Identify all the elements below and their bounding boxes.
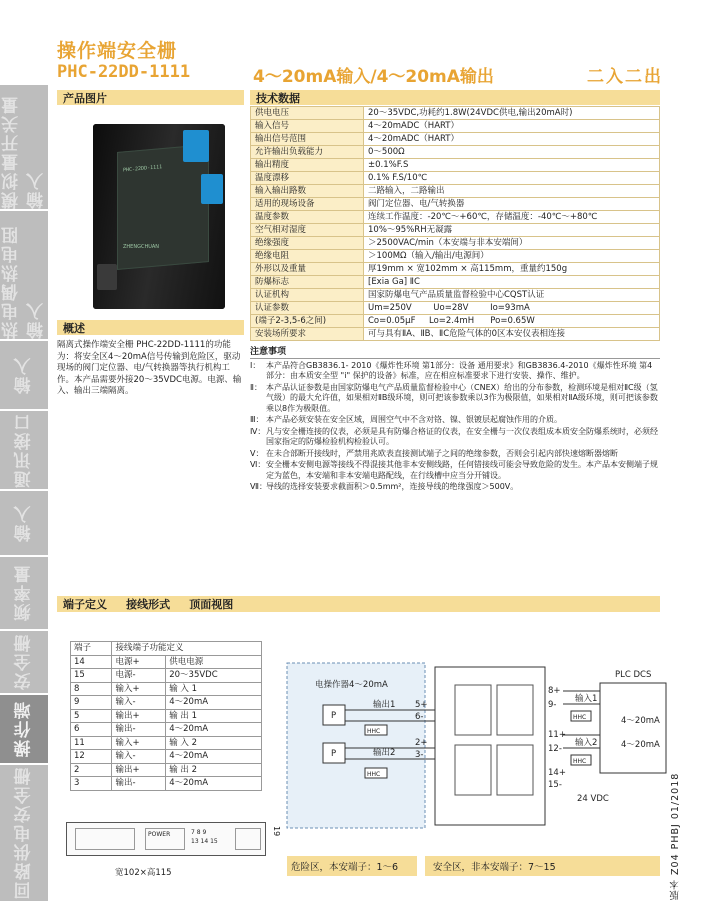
note-item: Ⅴ： 在未合部断开接线时，严禁用兆欧表直接测试端子之间的绝缘参数，否则会引起内部快速熔断器熔断 <box>250 448 618 458</box>
note-item: Ⅱ： 本产品认证参数是由国家防爆电气产品质量监督检验中心（CNEX）给出的分布参数，检测环境是相对ⅡC级（氢气级）的最大允许值，如果相对ⅡB级环境，则可把该参数乘以3作为极限值，如果相对ⅡA级环境，则可把该参数乘以8作为极限值。 <box>250 382 658 413</box>
spec-value: Um=250V Uo=28V Io=93mA <box>364 302 660 315</box>
notes-heading: 注意事项 <box>250 347 660 359</box>
function-title: 4～20mA输入/4～20mA输出 <box>253 67 494 87</box>
spec-value: 4～20mADC（HART） <box>364 120 660 133</box>
spec-value: 可与具有ⅡA、ⅡB、ⅡC危险气体的0区本安仪表相连接 <box>364 328 660 341</box>
svg-text:24 VDC: 24 VDC <box>577 794 609 804</box>
spec-label: 防爆标志 <box>251 276 364 289</box>
table-row: 6 输出- 4～20mA <box>71 723 262 737</box>
svg-text:2+: 2+ <box>415 738 428 748</box>
svg-text:11+: 11+ <box>548 730 566 740</box>
spec-value: 国家防爆电气产品质量监督检验中心CQST认证 <box>364 289 660 302</box>
spec-value: Co=0.05μF Lo=2.4mH Po=0.65W <box>364 315 660 328</box>
sidebar-tab-comm[interactable]: 通讯接口 <box>0 409 48 489</box>
table-row: 14 电源+ 供电电源 <box>71 655 262 669</box>
note-item: Ⅶ： 导线的选择安装要求截面积＞0.5mm²，连接导线的绝缘强度＞500V。 <box>250 482 519 491</box>
table-row <box>251 328 660 341</box>
table-row <box>251 185 660 198</box>
note-item: Ⅰ： 本产品符合GB3836.1- 2010《爆炸性环境 第1部分：设备 通用要求》和GB3836.4-2010《爆炸性环境 第4部分：由本质安全型 "i" 保护的设备》标准，应在相应标准要求下进行安装、操作、维护。 <box>250 360 653 380</box>
svg-text:15-: 15- <box>548 780 562 790</box>
spec-value: 0～500Ω <box>364 146 660 159</box>
table-header-row: 端子 接线端子功能定义 <box>71 642 262 656</box>
sidebar-tab-loop[interactable]: 回路供电安全栅 <box>0 763 48 901</box>
sidebar-tab-frequency[interactable]: 频率量 <box>0 555 48 629</box>
notes-section <box>250 347 660 494</box>
svg-text:HHC: HHC <box>573 714 587 721</box>
plc-box <box>600 683 666 773</box>
spec-value: 10%～95%RH无凝露 <box>364 224 660 237</box>
svg-text:P: P <box>331 749 337 759</box>
svg-text:5+: 5+ <box>415 700 428 710</box>
spec-label: (端子2-3,5-6之间) <box>251 315 364 328</box>
spec-label: 绝缘电阻 <box>251 250 364 263</box>
hazard-zone-label: 危险区，本安端子：1～6 <box>287 856 417 876</box>
svg-text:P: P <box>331 711 337 721</box>
svg-text:4～20mA: 4～20mA <box>621 740 660 750</box>
table-row: 9 输入- 4～20mA <box>71 696 262 710</box>
spec-value: 0.1% F.S/10℃ <box>364 172 660 185</box>
table-row: 5 输出+ 输 出 1 <box>71 709 262 723</box>
svg-text:14+: 14+ <box>548 768 566 778</box>
spec-label: 供电电压 <box>251 107 364 120</box>
svg-text:HHC: HHC <box>367 728 381 735</box>
svg-text:输入2: 输入2 <box>575 738 598 748</box>
note-item: Ⅵ： 安全栅本安侧电源等接线不得混接其他非本安侧线路，任何错接线可能会导致危险的发生。本产品本安侧端子规定为蓝色，本安端和非本安端电路配线，在行线槽中应当分开铺设。 <box>250 460 658 480</box>
note-item: Ⅲ： 本产品必须安装在安全区域，周围空气中不含对铬、镍、银镀层起腐蚀作用的介质。 <box>250 415 562 424</box>
sidebar-tab-operator[interactable]: 操作端 <box>0 693 48 763</box>
svg-text:PLC DCS: PLC DCS <box>615 670 652 680</box>
spec-label: 空气相对湿度 <box>251 224 364 237</box>
table-row <box>251 133 660 146</box>
spec-value: 4～20mADC（HART） <box>364 133 660 146</box>
spec-label: 输出精度 <box>251 159 364 172</box>
dimension-label: 宽102×高115 <box>115 868 172 878</box>
table-row <box>251 159 660 172</box>
spec-value: 连续工作温度：-20℃～+60℃，存储温度：-40℃～+80℃ <box>364 211 660 224</box>
spec-label: 输出信号范围 <box>251 133 364 146</box>
spec-value: 20～35VDC,功耗约1.8W(24VDC供电,输出20mA时) <box>364 107 660 120</box>
table-row <box>251 198 660 211</box>
svg-text:3-: 3- <box>415 750 424 760</box>
terminal-table <box>70 641 262 791</box>
table-row <box>251 250 660 263</box>
table-row <box>251 263 660 276</box>
thickness-label: 19 <box>272 826 281 837</box>
sidebar-tab-input-2[interactable]: 输入 <box>0 489 48 555</box>
sidebar-tab-barrier[interactable]: 安全栅 <box>0 629 48 693</box>
spec-label: 安装场所要求 <box>251 328 364 341</box>
spec-label: 认证机构 <box>251 289 364 302</box>
table-row: 8 输入+ 输 入 1 <box>71 682 262 696</box>
note-item: Ⅳ： 凡与安全栅连接的仪表，必须是具有防爆合格证的仪表，在安全栅与一次仪表组成本质安全防爆系统时，必须经国家指定的防爆检验机构检验认可。 <box>250 426 658 446</box>
spec-label: 外形以及重量 <box>251 263 364 276</box>
spec-value: ±0.1%F.S <box>364 159 660 172</box>
spec-label: 输入输出路数 <box>251 185 364 198</box>
table-row: 2 输出+ 输 出 2 <box>71 763 262 777</box>
svg-text:HHC: HHC <box>573 758 587 765</box>
spec-label: 允许输出负载能力 <box>251 146 364 159</box>
spec-label: 输入信号 <box>251 120 364 133</box>
table-row: 11 输入+ 输 入 2 <box>71 736 262 750</box>
overview-text: 隔离式操作端安全栅 PHC-22DD-1111的功能为：将安全区4～20mA信号传输到危险区，驱动现场的阀门定位器、电/气转换器等执行机构工作。本产品需要外接20～35VDC电源。电源、输入、输出三端隔离。 <box>57 340 242 396</box>
device-label: PHC-22DD-1111 <box>123 164 163 174</box>
top-view: POWER 7 8 9 13 14 15 <box>66 822 266 856</box>
spec-value: [Exia Ga] ⅡC <box>364 276 660 289</box>
spec-label: 适用的现场设备 <box>251 198 364 211</box>
grey-terminal-block <box>97 264 117 290</box>
spec-label: 温度漂移 <box>251 172 364 185</box>
blue-terminal-block <box>183 130 209 162</box>
spec-label: 认证参数 <box>251 302 364 315</box>
spec-value: 厚19mm × 宽102mm × 高115mm，重量约150g <box>364 263 660 276</box>
version-label: 版本 Z04 PHBJ 01/2018 <box>670 772 681 900</box>
product-heading: 产品图片 <box>57 90 244 105</box>
svg-text:HHC: HHC <box>367 771 381 778</box>
page-title: 操作端安全栅 <box>57 40 178 62</box>
table-row <box>251 276 660 289</box>
svg-text:8+: 8+ <box>548 686 561 696</box>
safe-zone-label: 安全区，非本安端子：7～15 <box>425 856 660 876</box>
model-number: PHC-22DD-1111 <box>57 62 191 82</box>
svg-text:输出2: 输出2 <box>373 748 396 758</box>
category-sidebar <box>0 83 48 901</box>
actuator-label: 电操作器4～20mA <box>315 680 388 690</box>
spec-value: ＞2500VAC/min（本安端与非本安端间） <box>364 237 660 250</box>
spec-value: 二路输入，二路输出 <box>364 185 660 198</box>
specs-table <box>250 106 660 341</box>
table-row <box>251 302 660 315</box>
sidebar-tab-analog[interactable]: 模拟量开关量输入 <box>0 83 48 209</box>
barrier-body <box>435 667 545 825</box>
device-brand: ZHENGCHUAN <box>123 244 160 250</box>
spec-value: ＞100MΩ（输入/输出/电源间） <box>364 250 660 263</box>
svg-text:4～20mA: 4～20mA <box>621 716 660 726</box>
overview-heading: 概述 <box>57 320 244 335</box>
table-row <box>251 211 660 224</box>
terminal-heading: 端子定义 接线形式 顶面视图 <box>57 596 660 612</box>
table-row <box>251 107 660 120</box>
svg-text:输入1: 输入1 <box>575 694 598 704</box>
spec-value: 阀门定位器、电/气转换器 <box>364 198 660 211</box>
svg-text:6-: 6- <box>415 712 424 722</box>
table-row <box>251 237 660 250</box>
spec-label: 温度参数 <box>251 211 364 224</box>
table-row <box>251 289 660 302</box>
product-image <box>93 124 225 309</box>
table-row <box>251 315 660 328</box>
table-row: 3 输出- 4～20mA <box>71 777 262 791</box>
table-row <box>251 224 660 237</box>
wiring-diagram <box>285 655 670 840</box>
spec-label: 绝缘强度 <box>251 237 364 250</box>
svg-text:12-: 12- <box>548 744 562 754</box>
svg-text:输出1: 输出1 <box>373 700 396 710</box>
table-row: 12 输入- 4～20mA <box>71 750 262 764</box>
svg-text:9-: 9- <box>548 700 557 710</box>
table-row <box>251 172 660 185</box>
sidebar-tab-thermo[interactable]: 热电偶热电阻输入 <box>0 209 48 339</box>
blue-terminal-block <box>201 174 223 204</box>
io-count: 二入二出 <box>587 67 663 87</box>
sidebar-tab-input[interactable]: 输入 <box>0 339 48 409</box>
table-row: 15 电源- 20～35VDC <box>71 669 262 683</box>
table-row <box>251 146 660 159</box>
specs-heading: 技术数据 <box>250 90 660 105</box>
table-row <box>251 120 660 133</box>
